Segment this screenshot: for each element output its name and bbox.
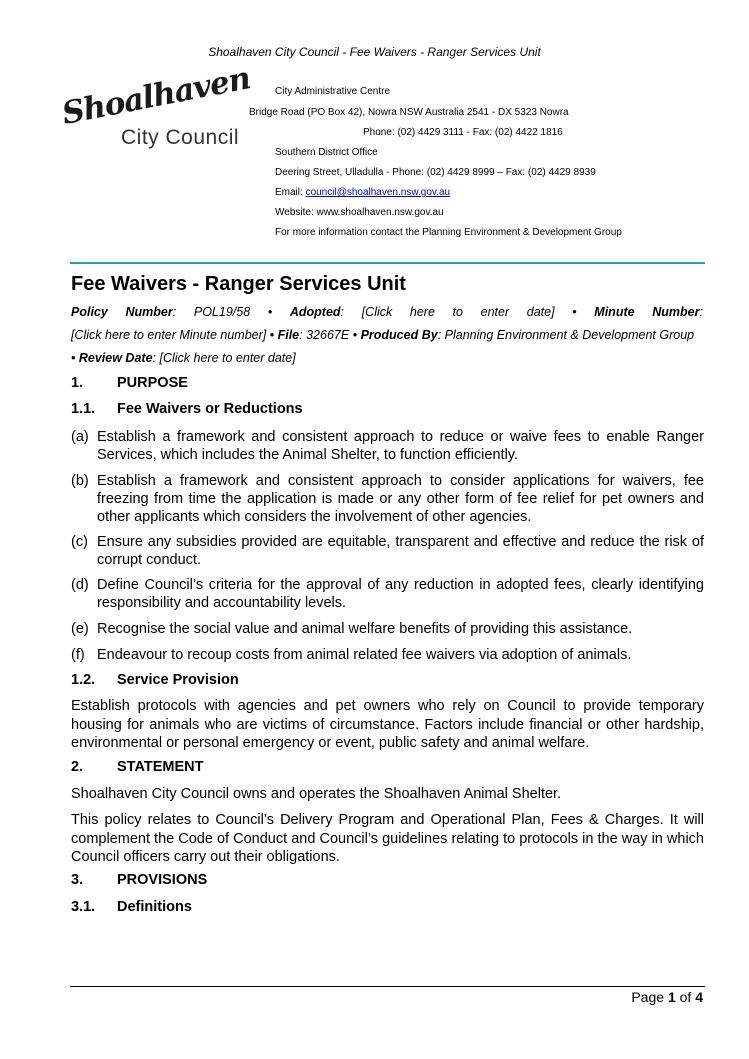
section-1-heading: 1. PURPOSE: [71, 375, 188, 391]
policy-number: POL19/58: [193, 305, 251, 319]
admin-phone: Phone: (02) 4429 3111 - Fax: (02) 4422 1816: [363, 127, 563, 138]
list-item: (f) Endeavour to recoup costs from animal related fee waivers via adoption of animals.: [71, 647, 632, 663]
council-logo: [59, 60, 253, 162]
page-number: Page 1 of 4: [631, 989, 703, 1005]
running-header: Shoalhaven City Council - Fee Waivers - Ranger Services Unit: [208, 45, 541, 59]
list-item: (a) Establish a framework and consistent approach to reduce or waive fees to enable Ranger Services, which includes the Animal Shelter, to function efficiently.: [71, 429, 704, 463]
section-1-1-heading: 1.1. Fee Waivers or Reductions: [71, 401, 303, 417]
review-date-label: Review Date: [78, 351, 153, 365]
admin-address: Bridge Road (PO Box 42), Nowra NSW Australia 2541 - DX 5323 Nowra: [249, 107, 569, 118]
section-1-2-heading: 1.2. Service Provision: [71, 672, 239, 688]
minute-number-label: Minute Number: [594, 305, 700, 319]
meta-line-1: Policy Number: POL19/58 • Adopted: [Click here to enter date] • Minute Number:: [71, 305, 703, 319]
email-link[interactable]: council@shoalhaven.nsw.gov.au: [305, 187, 451, 198]
meta-line-2: [Click here to enter Minute number] • File: 32667E • Produced By: Planning Environment & Development Group: [71, 328, 695, 342]
produced-by-value: Planning Environment & Development Group: [444, 328, 695, 342]
statement-paragraph-2: This policy relates to Council’s Delivery Program and Operational Plan, Fees & Charges. It will complement the Code of Conduct and Council’s guidelines relating to protocols in the way in which Council officers carry out their obligations.: [71, 812, 704, 865]
list-item: (e) Recognise the social value and animal welfare benefits of providing this assistance.: [71, 621, 633, 637]
email-line: [275, 183, 450, 203]
header-divider: [70, 262, 705, 264]
produced-by-label: Produced By: [360, 328, 438, 342]
list-item: (d) Define Council’s criteria for the approval of any reduction in adopted fees, clearly identifying responsibility and accountability levels.: [71, 577, 704, 611]
email-label: Email:: [275, 187, 306, 198]
footer-divider: [70, 986, 705, 987]
southern-address: Deering Street, Ulladulla - Phone: (02) 4429 8999 – Fax: (02) 4429 8939: [275, 167, 596, 178]
file-value: 32667E: [306, 328, 350, 342]
southern-office-title: Southern District Office: [275, 147, 378, 158]
list-item: (b) Establish a framework and consistent approach to consider applications for waivers, fee freezing from time the application is made or any other form of fee relief for pet owners and other applicants which considers the involvement of other agencies.: [71, 473, 704, 525]
minute-number-value[interactable]: [Click here to enter Minute number]: [71, 328, 267, 342]
section-3-1-heading: 3.1. Definitions: [71, 899, 192, 915]
logo-script: Shoalhaven: [59, 60, 253, 132]
policy-number-label: Policy Number: [71, 305, 173, 319]
more-info-line: For more information contact the Planning Environment & Development Group: [275, 227, 622, 238]
admin-centre-title: City Administrative Centre: [275, 86, 391, 97]
adopted-value[interactable]: [Click here to enter date]: [361, 305, 555, 319]
list-item: (c) Ensure any subsidies provided are equitable, transparent and effective and reduce the risk of corrupt conduct.: [71, 534, 704, 568]
website-line: Website: www.shoalhaven.nsw.gov.au: [275, 207, 444, 218]
logo-text: City Council: [121, 126, 240, 149]
service-provision-paragraph: Establish protocols with agencies and pet owners who rely on Council to provide temporary housing for animals who are victims of circumstance. Factors include financial or other hardship, environmental or personal emergency or event, public safety and animal welfare.: [71, 698, 704, 751]
meta-line-3: • Review Date: [Click here to enter date]: [71, 351, 296, 365]
file-label: File: [277, 328, 300, 342]
statement-paragraph-1: Shoalhaven City Council owns and operates the Shoalhaven Animal Shelter.: [71, 786, 562, 802]
document-title: Fee Waivers - Ranger Services Unit: [71, 273, 406, 295]
review-date-value[interactable]: [Click here to enter date]: [159, 351, 296, 365]
section-3-heading: 3. PROVISIONS: [71, 872, 208, 888]
section-2-heading: 2. STATEMENT: [71, 759, 204, 775]
adopted-label: Adopted: [289, 305, 341, 319]
